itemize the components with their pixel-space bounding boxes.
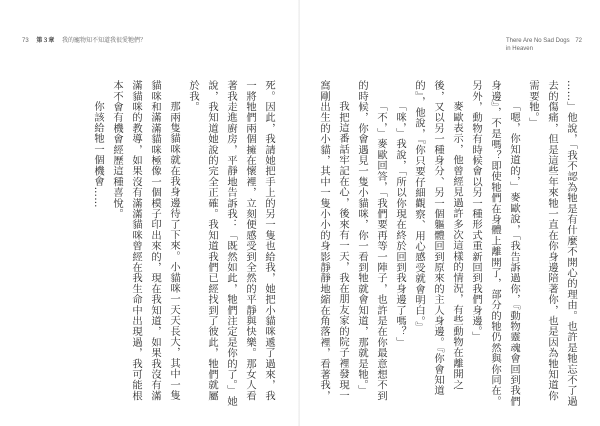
right-paragraph: 「咪，」我說，「所以你現在終於回到我身邊了嗎？」 — [394, 100, 406, 348]
left-paragraph: 你該給牠一個機會…… — [92, 100, 104, 208]
right-running-title — [506, 37, 570, 53]
right-page-header — [506, 37, 582, 53]
right-paragraph: 「不，」麥歐回答，「我們要再等一陣子，也許是在你最意想不到的時候，你會遇見一隻小貓咪，你一看到牠就會知道，那就是牠。」 — [356, 80, 387, 401]
right-paragraph: 「嗯，你知道的，」麥歐說，「我告訴過你，『動物靈魂會回到我們身邊』，不是嗎？即使牠們在身體上離開了，部分的牠仍然與你同在。另外，動物有時候會以另一種形式重新回到我們身邊。」 — [470, 80, 520, 407]
left-paragraph: 死。因此，我請她把手上的另一隻也給我，她把小貓咪遞了過來，我一將牠們兩個擁在懷裡，立刻便感受到全然的平靜與快樂。那女人看著我走進廚房，平靜地告訴我：「既然如此，牠們注定是你的了。」她說，我知道她說的完全正確。我知道我們已經找到了彼此，牠們就屬於我。 — [187, 80, 275, 407]
right-page-number: 72 — [575, 38, 582, 44]
left-page-number: 73 — [22, 38, 29, 44]
left-page-header — [22, 37, 146, 45]
right-running-title-line1: There Are No Sad Dogs — [505, 38, 570, 44]
right-page — [300, 0, 600, 426]
left-running-title: 我的寵物知不知道我很愛牠們？ — [62, 38, 147, 44]
chapter-label: 第３章 — [36, 38, 55, 44]
right-paragraph: ……」他說，「我不認為牠是有什麼不開心的理由。也許是牠忘不了過去的傷痛，但是這些年來牠一直在你身邊陪著你，也是因為牠知道你需要牠。」 — [527, 80, 577, 407]
left-body-text — [18, 80, 278, 410]
right-running-title-line2: in Heaven — [505, 46, 533, 52]
right-paragraph: 我把這番話牢記在心，後來有一天，我在朋友家的院子裡發現一窩剛出生的小貓，其中一隻小小的身影靜靜地縮在角落裡，看著我， — [318, 80, 349, 401]
right-paragraph: 麥歐表示，他曾經見過許多次這樣的情況，有些動物在離開之後，又以另一種身分、另一個軀體回到原來的主人身邊。『你會知道的』，他說，『你只要仔細觀察、用心感受就會明白。』 — [413, 80, 463, 396]
right-body-text — [318, 80, 580, 410]
left-paragraph: 那兩隻貓咪就在我身邊待了下來。小貓咪一天天長大，其中一隻貓咪和滿滿貓咪極像一個模子印出來的，現在我知道，如果我沒有滿滿貓咪的教導，如果沒有滿滿貓咪曾經在我生命中出現過，我可能根本不會有機會經歷這種喜悅。 — [111, 80, 180, 401]
